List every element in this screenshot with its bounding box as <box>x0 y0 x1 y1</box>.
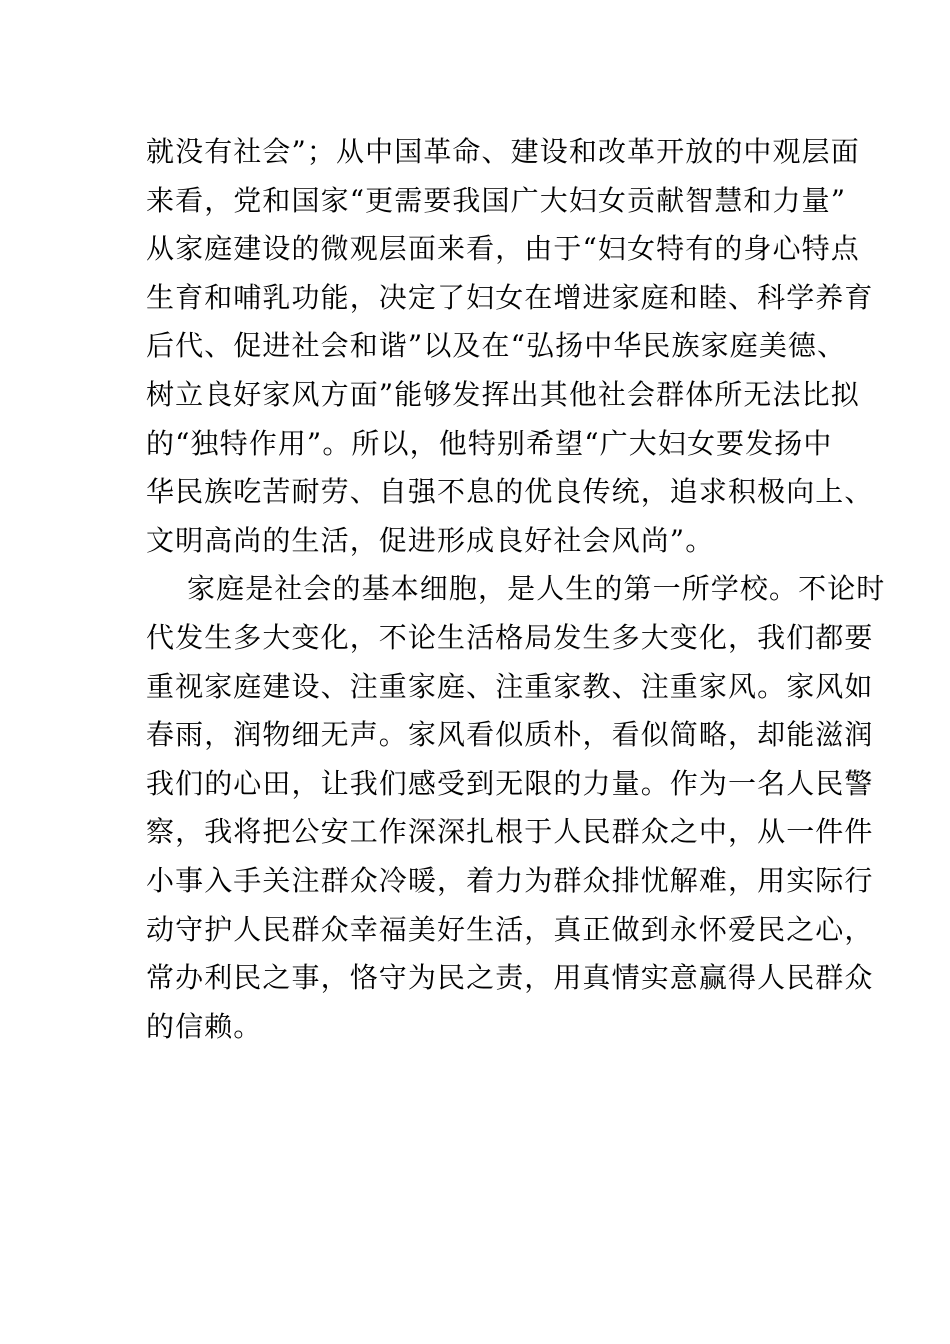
text-line: 我们的心田，让我们感受到无限的力量。作为一名人民警 <box>146 766 874 800</box>
text-line: 文明高尚的生活，促进形成良好社会风尚”。 <box>146 523 715 557</box>
text-line: 华民族吃苦耐劳、自强不息的优良传统，追求积极向上、 <box>146 475 874 509</box>
text-line: 从家庭建设的微观层面来看，由于“妇女特有的身心特点 <box>146 232 860 266</box>
text-line: 重视家庭建设、注重家庭、注重家教、注重家风。家风如 <box>146 669 874 703</box>
text-line: 来看，党和国家“更需要我国广大妇女贡献智慧和力量” <box>146 183 847 217</box>
text-line: 后代、促进社会和谐”以及在“弘扬中华民族家庭美德、 <box>146 329 847 363</box>
paragraph-1 <box>146 128 874 565</box>
text-line: 生育和哺乳功能，决定了妇女在增进家庭和睦、科学养育 <box>146 280 874 314</box>
body-text <box>146 128 886 1051</box>
text-line: 春雨，润物细无声。家风看似质朴，看似简略，却能滋润 <box>146 718 874 752</box>
text-line: 的“独特作用”。所以，他特别希望“广大妇女要发扬中 <box>146 426 833 460</box>
text-line: 树立良好家风方面”能够发挥出其他社会群体所无法比拟 <box>146 377 860 411</box>
text-line: 常办利民之事，恪守为民之责，用真情实意赢得人民群众 <box>146 961 874 995</box>
text-line: 察，我将把公安工作深深扎根于人民群众之中，从一件件 <box>146 815 874 849</box>
text-line: 小事入手关注群众冷暖，着力为群众排忧解难，用实际行 <box>146 863 874 897</box>
text-line: 代发生多大变化，不论生活格局发生多大变化，我们都要 <box>146 620 874 654</box>
text-line: 动守护人民群众幸福美好生活，真正做到永怀爱民之心， <box>146 912 874 946</box>
paragraph-2 <box>146 565 886 1051</box>
text-line: 的信赖。 <box>146 1009 263 1043</box>
text-line: 家庭是社会的基本细胞，是人生的第一所学校。不论时 <box>187 572 886 606</box>
text-line: 就没有社会”；从中国革命、建设和改革开放的中观层面 <box>146 135 860 168</box>
